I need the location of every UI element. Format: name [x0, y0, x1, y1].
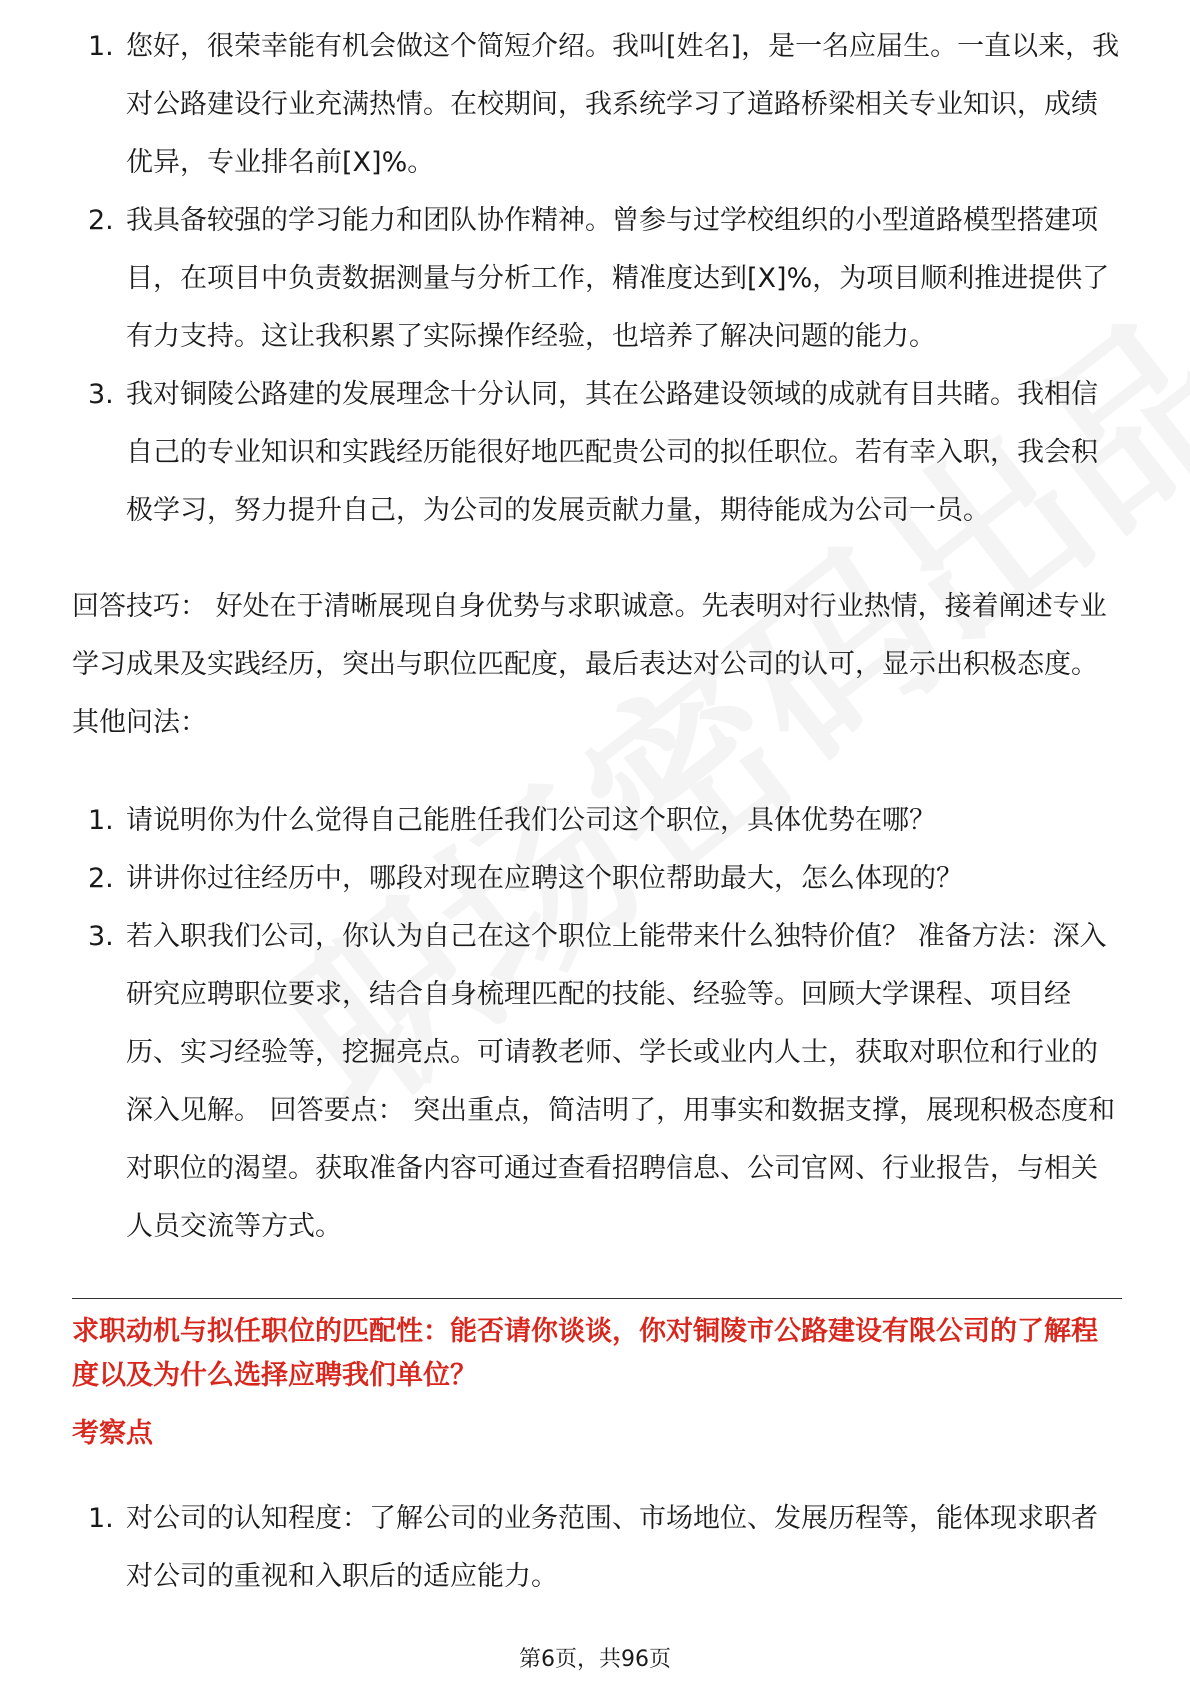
section-divider	[72, 1298, 1122, 1299]
list-item-text: 对公司的认知程度：了解公司的业务范围、市场地位、发展历程等，能体现求职者对公司的重视和入职后的适应能力。	[126, 1503, 1098, 1592]
list-number: 3.	[88, 379, 114, 410]
assessment-points	[72, 1490, 1122, 1606]
list-number: 1.	[88, 805, 114, 836]
list-number: 1.	[88, 1503, 114, 1534]
list-number: 3.	[88, 921, 114, 952]
list-item	[72, 908, 1122, 1256]
list-item-text: 我具备较强的学习能力和团队协作精神。曾参与过学校组织的小型道路模型搭建项目，在项目中负责数据测量与分析工作，精准度达到[X]%，为项目顺利推进提供了有力支持。这让我积累了实际操作经验，也培养了解决问题的能力。	[126, 205, 1110, 352]
list-item	[72, 18, 1122, 192]
list-number: 1.	[88, 31, 114, 62]
list-number: 2.	[88, 863, 114, 894]
page-number-footer: 第6页，共96页	[519, 1647, 671, 1672]
sample-answer-list	[72, 18, 1122, 540]
list-item	[72, 792, 1122, 850]
list-item	[72, 366, 1122, 540]
list-item-text: 请说明你为什么觉得自己能胜任我们公司这个职位，具体优势在哪？	[126, 805, 936, 836]
assessment-points-list	[72, 1490, 1122, 1606]
list-item	[72, 1490, 1122, 1606]
list-item-text: 我对铜陵公路建的发展理念十分认同，其在公路建设领域的成就有目共睹。我相信自己的专业知识和实践经历能很好地匹配贵公司的拟任职位。若有幸入职，我会积极学习，努力提升自己，为公司的发展贡献力量，期待能成为公司一员。	[126, 379, 1098, 526]
list-item-text: 若入职我们公司，你认为自己在这个职位上能带来什么独特价值？ 准备方法：深入研究应聘职位要求，结合自身梳理匹配的技能、经验等。回顾大学课程、项目经历、实习经验等，挖掘亮点。可请教老师、学长或业内人士，获取对职位和行业的深入见解。 回答要点： 突出重点，简洁明了，用事实和数据支撑，展现积极态度和对职位的渴望。获取准备内容可通过查看招聘信息、公司官网、行业报告，与相关人员交流等方式。	[126, 921, 1116, 1242]
list-item-text: 讲讲你过往经历中，哪段对现在应聘这个职位帮助最大，怎么体现的？	[126, 863, 963, 894]
list-item	[72, 850, 1122, 908]
answer-content	[72, 24, 1122, 1256]
list-item-text: 您好，很荣幸能有机会做这个简短介绍。我叫[姓名]，是一名应届生。一直以来，我对公路建设行业充满热情。在校期间，我系统学习了道路桥梁相关专业知识，成绩优异，专业排名前[X]%。	[126, 31, 1120, 178]
list-item	[72, 192, 1122, 366]
assessment-points-label: 考察点	[72, 1418, 153, 1449]
interview-question-heading: 求职动机与拟任职位的匹配性：能否请你谈谈，你对铜陵市公路建设有限公司的了解程度以及为什么选择应聘我们单位？	[72, 1316, 1098, 1391]
list-number: 2.	[88, 205, 114, 236]
answer-tips-paragraph: 回答技巧： 好处在于清晰展现自身优势与求职诚意。先表明对行业热情，接着阐述专业学习成果及实践经历，突出与职位匹配度，最后表达对公司的认可，显示出积极态度。 其他问法：	[72, 591, 1107, 738]
other-questions-list	[72, 792, 1122, 1256]
